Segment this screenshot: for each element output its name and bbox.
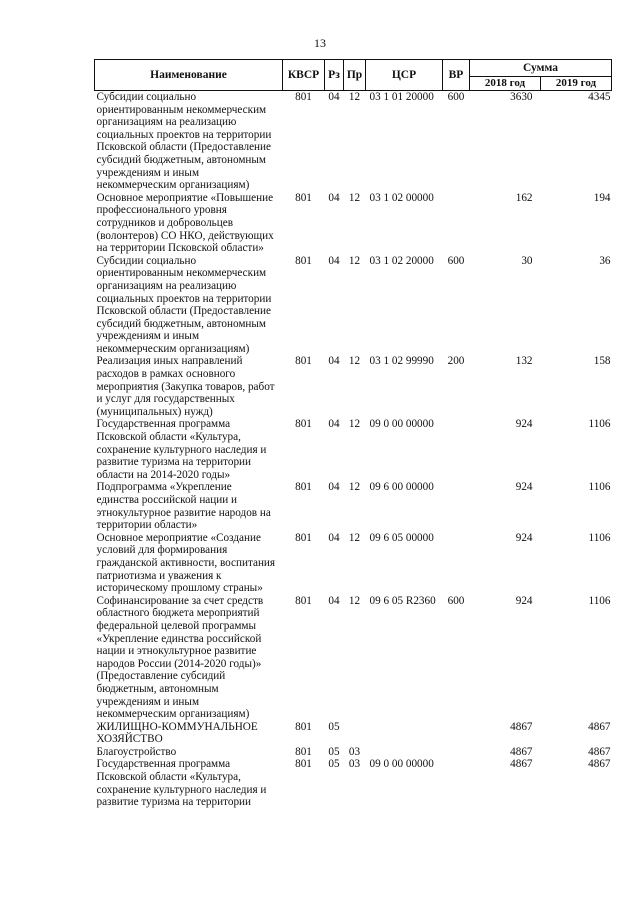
row-name-line: Псковской области (Предоставление [96,141,271,154]
row-name-line: территории области» [96,519,198,532]
row-name [95,721,283,746]
row-name-line: Подпрограмма «Укрепление [96,481,232,494]
row-vr: 600 [447,254,465,267]
row-name-line: Основное мероприятие «Повышение [96,191,274,204]
row-csr [366,746,443,759]
row-name-line: мероприятия (Закупка товаров, работ [96,380,275,393]
row-name-line: развитие туризма на территории [96,456,252,469]
row-name-line: Псковской области (Предоставление [96,305,271,318]
row-kvsr: 801 [295,758,312,771]
row-amount-2018: 4867 [510,720,533,733]
row-name-line: на территории Псковской области» [96,242,264,255]
row-name-line: федеральной целевой программы [96,619,257,632]
row-amount-2019: 4867 [588,758,611,771]
row-rz: 05 [328,720,340,733]
row-name-line: (волонтеров) СО НКО, действующих [96,229,274,242]
row-name-line: нации и этнокультурное развитие [96,645,257,658]
row-rz: 05 [328,758,340,771]
row-name-line: Псковской области «Культура, [96,431,241,444]
row-name-line: социальных проектов на территории [96,128,272,141]
row-rz: 04 [328,418,340,431]
row-rz: 04 [328,191,340,204]
row-name-line: бюджетным, автономным [96,682,219,695]
row-amount-2019: 158 [593,355,611,368]
row-name [95,532,283,595]
row-name-line: Реализация иных направлений [96,355,243,368]
row-kvsr: 801 [295,481,312,494]
budget-table [94,59,612,809]
row-name-line: гражданской активности, воспитания [96,556,276,569]
row-vr [443,758,470,808]
row-amount-2018: 4867 [510,745,533,758]
row-csr: 03 1 02 99990 [369,355,434,368]
row-name-line: некоммерческим организациям) [96,708,250,721]
header-pr: Пр [344,60,366,91]
row-name-line: и услуг для государственных [96,393,235,406]
row-kvsr: 801 [295,191,312,204]
row-name-line: этнокультурное развитие народов на [96,506,271,519]
row-rz: 04 [328,355,340,368]
row-pr: 12 [348,531,361,544]
row-amount-2019: 36 [599,254,611,267]
row-name-line: единства российской нации и [96,494,238,506]
row-pr: 12 [348,418,361,431]
row-amount-2019: 194 [593,191,611,204]
table-row [95,192,612,255]
row-name [95,746,283,759]
row-name-line: Основное мероприятие «Создание [96,531,261,544]
row-amount-2018: 924 [515,594,533,607]
row-vr: 200 [447,355,465,368]
header-year-2019: 2019 год [541,77,612,91]
row-vr [443,192,470,255]
row-amount-2018: 3630 [510,91,533,103]
row-name-line: некоммерческим организациям) [96,179,250,192]
row-rz: 05 [328,745,340,758]
table-row [95,355,612,418]
table-row [95,595,612,721]
row-name-line: организациям на реализацию [96,279,237,292]
row-name-line: развитие туризма на территории [96,796,252,809]
row-rz: 04 [328,531,340,544]
row-rz: 04 [328,481,340,494]
row-name [95,192,283,255]
row-name-line: Псковской области «Культура, [96,771,241,784]
table-row [95,746,612,759]
row-amount-2018: 132 [515,355,533,368]
row-name-line: Субсидии социально [96,254,197,267]
row-kvsr: 801 [295,720,312,733]
row-vr [443,746,470,759]
row-csr: 09 0 00 00000 [369,758,434,771]
row-name-line: учреждениям и иным [96,330,200,343]
row-name [95,595,283,721]
row-kvsr: 801 [295,355,312,368]
row-name-line: некоммерческим организациям) [96,342,250,355]
header-kvsr: КВСР [283,60,325,91]
header-year-2018: 2018 год [470,77,541,91]
row-vr [443,481,470,531]
row-pr: 03 [348,745,361,758]
row-pr: 12 [348,481,361,494]
row-amount-2018: 924 [515,418,533,431]
table-row [95,721,612,746]
row-name-line: учреждениям и иным [96,166,200,179]
row-pr: 12 [348,91,361,103]
row-name-line: областного бюджета мероприятий [96,607,260,620]
row-name [95,255,283,356]
table-row [95,91,612,192]
row-amount-2019: 4345 [588,91,611,103]
row-name-line: историческому прошлому страны» [96,582,263,595]
row-name [95,758,283,808]
row-amount-2019: 1106 [588,481,611,494]
table-row [95,532,612,595]
header-csr: ЦСР [366,60,443,91]
row-amount-2018: 4867 [510,758,533,771]
row-amount-2018: 924 [515,531,533,544]
row-name-line: патриотизма и уважения к [96,569,222,582]
row-csr: 03 1 02 20000 [369,254,434,267]
row-name-line: (муниципальных) нужд) [96,405,213,418]
row-name-line: сотрудников и добровольцев [96,216,233,229]
row-csr [366,721,443,746]
row-name-line: сохранение культурного наследия и [96,443,267,456]
row-name-line: ориентированным некоммерческим [96,103,267,116]
row-name-line: учреждениям и иным [96,695,200,708]
row-name [95,91,283,192]
row-kvsr: 801 [295,418,312,431]
row-name-line: ориентированным некоммерческим [96,267,267,280]
row-name-line: социальных проектов на территории [96,292,272,305]
row-name-line: ЖИЛИЩНО-КОММУНАЛЬНОЕ [96,720,258,733]
row-vr: 600 [447,91,465,103]
row-vr: 600 [447,594,465,607]
header-rz: Рз [325,60,344,91]
header-vr: ВР [443,60,470,91]
table-header [95,60,612,91]
header-sum: Сумма [470,60,612,77]
table-row [95,758,612,808]
row-name-line: (Предоставление субсидий [96,670,226,683]
row-kvsr: 801 [295,531,312,544]
row-pr: 12 [348,594,361,607]
row-pr: 03 [348,758,361,771]
row-pr [344,721,366,746]
row-name [95,481,283,531]
row-csr: 03 1 02 00000 [369,191,434,204]
page-number: 13 [314,36,326,50]
row-name-line: народов России (2014-2020 годы)» [96,657,262,670]
row-name-line: сохранение культурного наследия и [96,783,267,796]
row-kvsr: 801 [295,594,312,607]
row-name [95,418,283,481]
row-amount-2019: 4867 [588,745,611,758]
row-name-line: Благоустройство [96,745,177,758]
row-rz: 04 [328,594,340,607]
table-row [95,418,612,481]
row-vr [443,532,470,595]
row-csr: 03 1 01 20000 [369,91,434,103]
row-name-line: ХОЗЯЙСТВО [96,733,163,746]
row-name-line: субсидий бюджетным, автономным [96,317,266,330]
row-name-line: профессионального уровня [96,204,227,217]
row-csr: 09 6 05 R2360 [369,594,436,607]
row-amount-2019: 4867 [588,720,611,733]
row-rz: 04 [328,254,340,267]
row-pr: 12 [348,254,361,267]
row-name-line: расходов в рамках основного [96,368,236,381]
row-amount-2019: 1106 [588,418,611,431]
row-amount-2018: 30 [521,254,533,267]
row-kvsr: 801 [295,91,312,103]
row-name [95,355,283,418]
row-kvsr: 801 [295,254,312,267]
row-amount-2018: 924 [515,481,533,494]
row-amount-2019: 1106 [588,531,611,544]
row-name-line: субсидий бюджетным, автономным [96,153,266,166]
row-name-line: Государственная программа [96,758,231,771]
row-vr [443,418,470,481]
row-name-line: условий для формирования [96,544,228,557]
row-csr: 09 6 05 00000 [369,531,434,544]
row-pr: 12 [348,191,361,204]
row-name-line: Субсидии социально [96,91,197,103]
row-csr: 09 6 00 00000 [369,481,434,494]
row-name-line: Софинансирование за счет средств [96,594,264,607]
row-kvsr: 801 [295,745,312,758]
table-row [95,481,612,531]
row-amount-2018: 162 [515,191,533,204]
table-row [95,255,612,356]
row-name-line: «Укрепление единства российской [96,632,262,645]
row-name-line: Государственная программа [96,418,231,431]
row-name-line: области на 2014-2020 годы» [96,468,231,481]
table-body [95,91,612,809]
row-rz: 04 [328,91,340,103]
row-amount-2019: 1106 [588,594,611,607]
row-name-line: организациям на реализацию [96,116,237,129]
row-vr [443,721,470,746]
row-csr: 09 0 00 00000 [369,418,434,431]
row-pr: 12 [348,355,361,368]
header-name: Наименование [95,60,283,91]
